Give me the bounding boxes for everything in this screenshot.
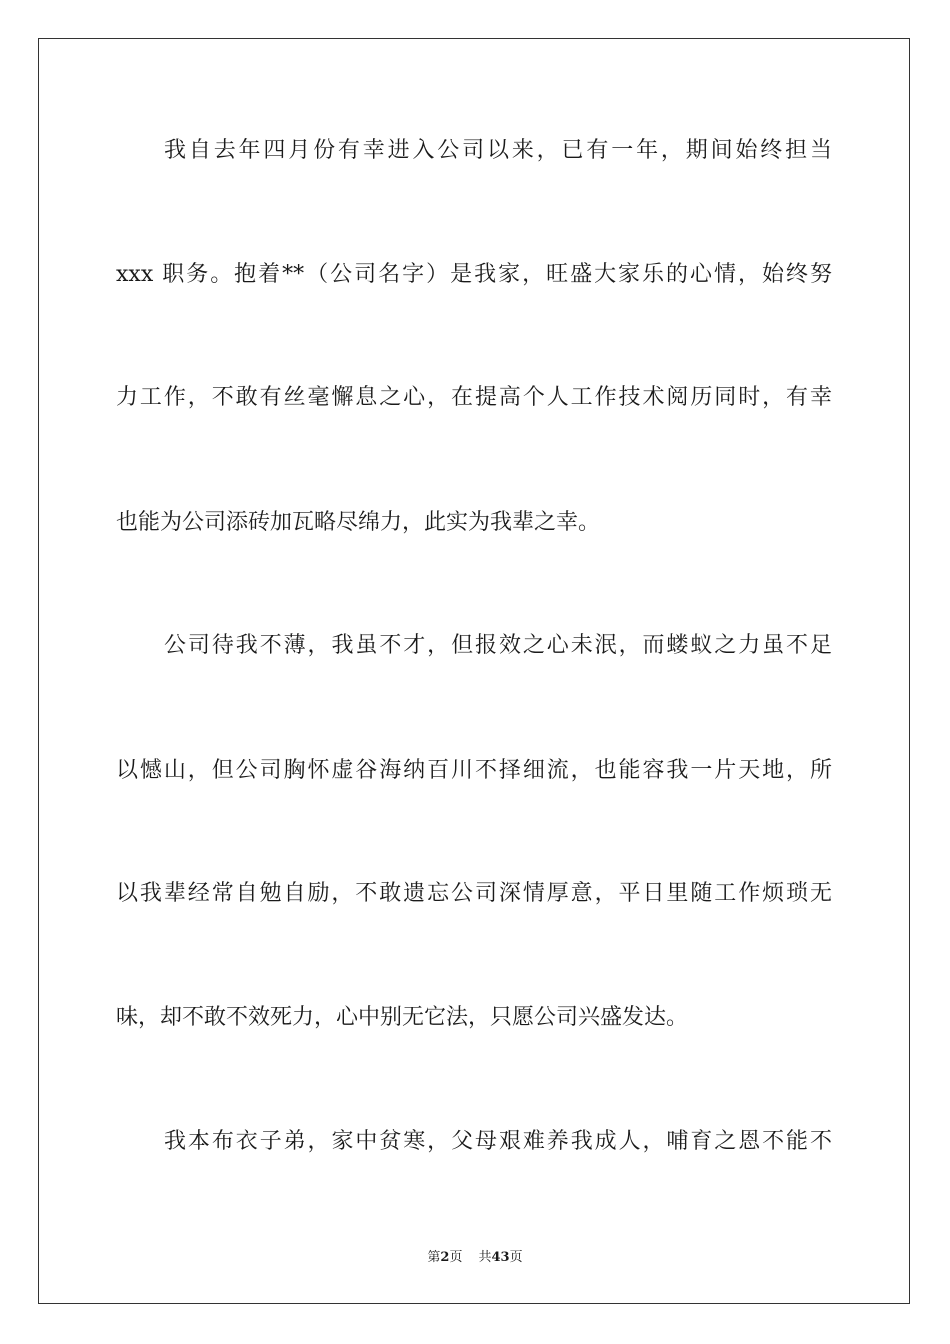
- paragraph-2-line-3: 以我辈经常自勉自励，不敢遗忘公司深情厚意，平日里随工作烦琐无: [116, 881, 832, 906]
- page-number: 2: [440, 1250, 450, 1265]
- paragraph-2-line-2: 以憾山，但公司胸怀虚谷海纳百川不择细流，也能容我一片天地，所: [116, 758, 832, 783]
- paragraph-1-line-3: 力工作，不敢有丝毫懈息之心，在提高个人工作技术阅历同时，有幸: [116, 385, 832, 410]
- page-border: [38, 38, 910, 1304]
- paragraph-1-line-2: xxx 职务。抱着**（公司名字）是我家，旺盛大家乐的心情，始终努: [116, 262, 832, 287]
- total-pages: 43: [491, 1250, 510, 1265]
- page-prefix: 第: [427, 1250, 441, 1265]
- paragraph-2-line-4: 味，却不敢不效死力，心中别无它法，只愿公司兴盛发达。: [116, 1005, 689, 1030]
- page-suffix: 页: [449, 1250, 463, 1265]
- paragraph-2-line-1: 公司待我不薄，我虽不才，但报效之心未泯，而蝼蚁之力虽不足: [164, 633, 832, 658]
- page-footer: [0, 1246, 950, 1265]
- total-suffix: 页: [509, 1250, 523, 1265]
- paragraph-3-line-1: 我本布衣子弟，家中贫寒，父母艰难养我成人，哺育之恩不能不: [164, 1129, 832, 1154]
- paragraph-1-line-1: 我自去年四月份有幸进入公司以来，已有一年，期间始终担当: [164, 138, 832, 163]
- paragraph-1-line-4: 也能为公司添砖加瓦略尽绵力，此实为我辈之幸。: [116, 510, 601, 535]
- total-prefix: 共: [478, 1250, 492, 1265]
